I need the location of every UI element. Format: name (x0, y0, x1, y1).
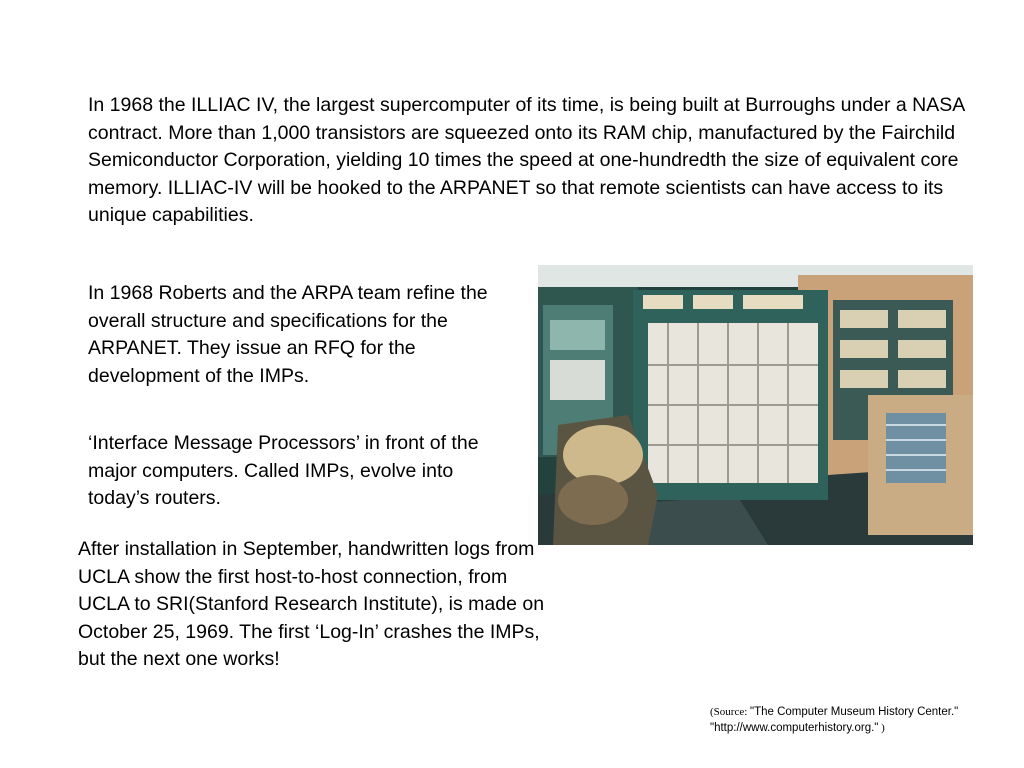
source-line-2: "http://www.computerhistory.org." (710, 722, 879, 734)
computer-room-illustration (538, 265, 973, 545)
illiac-paragraph: In 1968 the ILLIAC IV, the largest supercomputer of its time, is being built at Burroughs under a NASA contract. More than 1,000 transistors are squeezed onto its RAM chip, manufactured by the Fairchild Semiconductor Corporation, yielding 10 times the speed at one-hundredth the size of equivalent core memory. ILLIAC-IV will be hooked to the ARPANET so that remote scientists can have access to its unique capabilities. (88, 94, 965, 226)
source-close: ) (878, 722, 885, 734)
source-label: (Source: (710, 706, 751, 718)
source-line-1: "The Computer Museum History Center." (750, 706, 959, 718)
imps-paragraph: ‘Interface Message Processors’ in front of the major computers. Called IMPs, evolve into today’s routers. (88, 432, 479, 509)
computer-room-photo (538, 265, 973, 545)
installation-paragraph: After installation in September, handwritten logs from UCLA show the first host-to-host connection, from UCLA to SRI(Stanford Research Institute), is made on October 25, 1969. The first ‘Log-In’ crashes the IMPs, but the next one works! (78, 538, 545, 670)
source-citation (710, 704, 1010, 736)
roberts-paragraph: In 1968 Roberts and the ARPA team refine the overall structure and specifications for the ARPANET. They issue an RFQ for the development of the IMPs. (88, 282, 488, 387)
